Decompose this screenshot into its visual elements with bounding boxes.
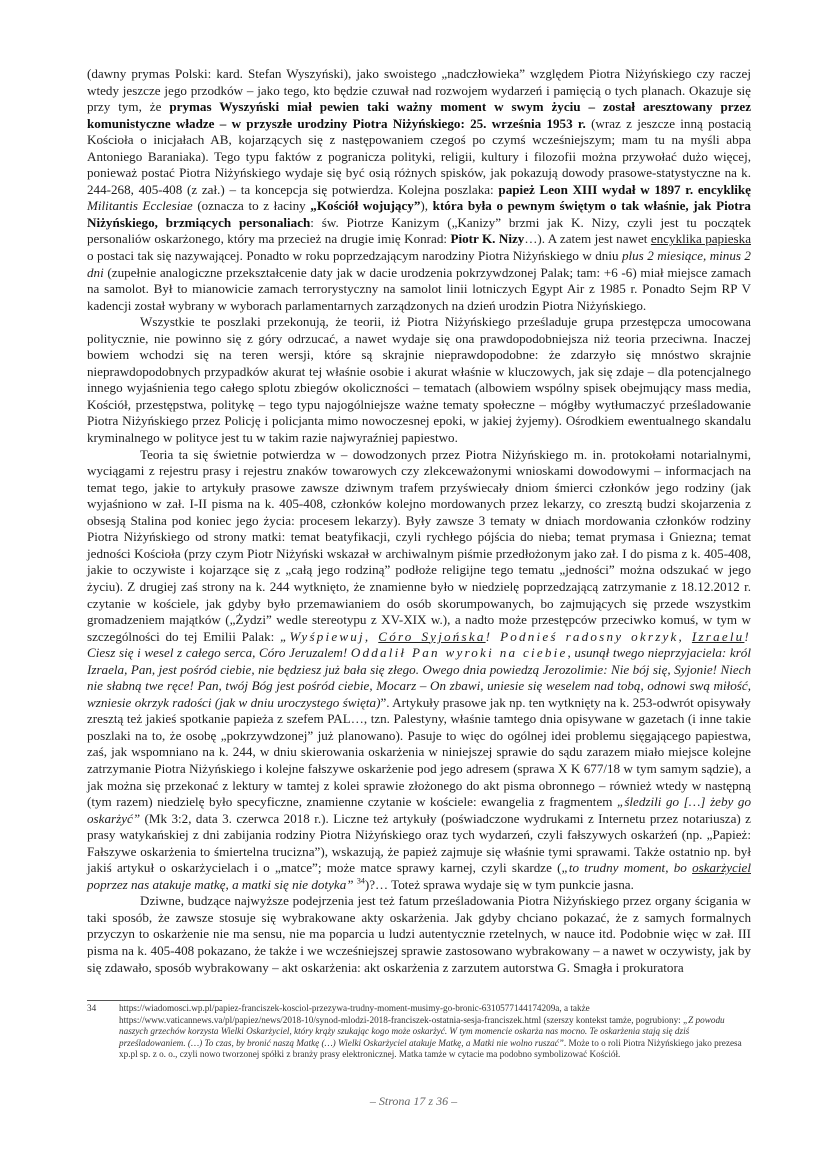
text-run: , usunął twego nieprzyjaciela: król Izraela, Pan, jest pośród ciebie, nie będziesz już bała się złego. Owego dnia powiedzą Jerozolimie: Nie bój się, Syjonie! Niech nie słabną twe ręce! Pan, twój Bóg jest pośród ciebie, Mocarz – On zbawi, uniesie się weselem nad tobą, odnowi swą miłość, wzniesie okrzyk radości (jak w dniu uroczystego święta) — [87, 645, 751, 710]
text-run: (dawny prymas Polski: kard. Stefan Wyszyński), jako swoistego „nadczłowieka” względem Piotra Niżyńskiego czy raczej wtedy jeszcze jego przodków – jako tego, kto będzie czuwał nad rozwojem wydarzeń i pamięcią o tych planach. Okazuje się przy tym, że — [87, 66, 751, 115]
text-run: oskarżyciel — [692, 860, 751, 876]
text-run: Piotr K. Nizy — [450, 231, 525, 247]
text-run: ), — [420, 198, 433, 214]
text-run: „śledzili go […] żeby go oskarżyć” — [87, 794, 751, 826]
text-run: (Mk 3:2, data 3. czerwca 2018 r.). Liczne też artykuły (poświadczone wydrukami z Internetu przez notariusza) z prasy watykańskiej z dni zabijania rodziny Piotra Niżyńskiego oraz tych wydarzeń, czyli fałszywych oskarżeń (np. „Papież: Fałszywe oskarżenia to śmiertelna trucizna”), wskazują, że papież zajmuje się właśnie tymi sprawami. Także ostatnio np. był jakiś artykuł o oskarżycielach i o „matce”; może matce sprawy karnej, czyli skardze ( — [87, 810, 751, 876]
text-run: Teoria ta się świetnie potwierdza w – dowodzonych przez Piotra Niżyńskiego m. in. protokołami notarialnymi, wyciągami z rejestru prasy i rejestru znaków towarowych czy zlekceważonymi wnioskami dowodowymi – informacjach na temat tego, jakie to artykuły prasowe zawsze dziwnym trafem przyświecały dniom śmierci członków jego rodziny (jak wyjaśniono w zał. I-II pisma na k. 405-408, członków kolejno mordowanych przez lekarzy, co zresztą budzi skojarzenia z obsesją Stalina pod koniec jego życia: procesem lekarzy). Były zawsze 3 tematy w dniach mordowania członków rodziny Piotra Niżyńskiego od strony matki: temat beatyfikacji, czyli rychłego pójścia do nieba; temat prymasa i Gniezna; temat jedności Kościoła (przy czym Piotr Niżyński wskazał w archiwalnym piśmie przedłożonym jako zał. I do pisma z k. 405-408, jakie to oczywiste i kojarzące się z „całą jego rodziną” podłoże religijne tego tematu „jedności” można odszukać w jego życiu). Z drugiej zaś strony na k. 244 wytknięto, że znamienne było w niedzielę poprzedzającą zatrzymanie z 18.12.2012 r. czytanie w kościele, jak gdyby było przemawianiem do osób skorumpowanych, bo zajmujących się przede wszystkim gromadzeniem majątków („Żydzi” wedle stereotypu z XV-XIX w.), a nadto może przestępców przeciwko komuś, w tym w szczególności do tej Emilii Palak: — [87, 446, 751, 644]
text-run: : św. Piotrze Kanizym („Kanizy” brzmi jak K. Nizy, czyli jest tu początek personaliów oskarżonego, który ma przecież na drugie imię Konrad: — [87, 214, 751, 247]
text-run: (wraz z jeszcze inną postacią Kościoła o inicjałach AB, kojarzących się z następowaniem czegoś po czymś wcześniejszym; mam tu na myśli abpa Antoniego Baraniaka). Tego typu faktów z pogranicza polityki, religii, kultury i filozofii można przywołać dużo więcej, ponieważ postać Piotra Niżyńskiego wydaje się być osią różnych spisków, jak pokazują dowody prasowe-statystyczne na k. 244-268, 405-408 (z zał.) – ta koncepcja się potwierdza. Kolejna poszlaka: — [87, 115, 752, 197]
text-run: która była o pewnym świętym o tak właśnie, jak Piotra Niżyńskiego, brzmiących personaliach — [87, 198, 751, 230]
paragraph — [87, 314, 751, 446]
text-run: o postaci tak się nazywającej. Ponadto w roku poprzedzającym narodziny Piotra Niżyńskiego w dniu — [87, 248, 622, 264]
page-number-footer: – Strona 17 z 36 – — [369, 1094, 458, 1108]
text-run: Militantis Ecclesiae — [87, 198, 193, 214]
text-run: Córo Syjońska — [378, 628, 486, 644]
text-run: . Może to o roli Piotra Niżyńskiego jako prezesa xp.pl sp. z o. o., czyli nowo tworzonej spółki z branży prasy elektronicznej. Matka tamże w cytacie ma podobno symbolizować Kościół. — [119, 1037, 742, 1059]
text-run: Dziwne, budzące najwyższe podejrzenia jest też fatum prześladowania Piotra Niżyńskiego przez organy ścigania w taki sposób, że zawsze stosuje się wybrakowane akty oskarżenia. Jak gdyby chciano pokazać, że z samych formalnych przyczyn to oskarżenie nie ma sensu, nie ma poparcia u ludzi autentycznie rzetelnych, w nauce itd. Podobnie więc w zał. III pisma na k. 405-408 pokazano, że także i we wcześniejszej sprawie zastosowano wybrakowany – a nawet w oczywisty, jak by się zdawało, sposób wybrakowany – akt oskarżenia: akt oskarżenia z zarzutem autorstwa G. Smagła i prokuratora — [87, 893, 751, 975]
text-run: ! Podnieś radosny okrzyk, — [485, 628, 692, 644]
text-run: https://wiadomosci.wp.pl/papiez-franciszek-kosciol-przezywa-trudny-moment-musimy-go-bronic-6310577144174209a, a także https://www.vaticannews.va/pl/papiez/news/2018-10/synod-mlodzi-2018-franciszek-ostatnia-sesja-franciszek.html (szerszy kontekst tamże, pogrubiony: — [119, 1003, 684, 1025]
text-run: poprzez nas atakuje matkę, a matki się nie dotyka” — [87, 876, 354, 892]
paragraph — [87, 447, 751, 894]
footnote-number: 34 — [87, 1003, 97, 1013]
text-run: …). A zatem jest nawet — [524, 231, 651, 247]
text-run: ”. Artykuły prasowe jak np. ten wytknięty na k. 253-odwrót opisywały zresztą też jakieś spotkanie papieża z szefem PAL…, tzn. Palestyny, właśnie tamtego dnia opisywane w gazetach (i inne takie poszlaki na to, że osobę „pokrzywdzonej” już planowano). Pasuje to więc do ogólnej idei problemu sięgającego papiestwa, zaś, jak wspomniano na k. 244, w dniu skierowania oskarżenia w niniejszej sprawie do sądu zarazem miało miejsce kolejne zatrzymanie Piotra Niżyńskiego i kolejne fałszywe oskarżenie pod jego adresem (sprawa X K 677/18 w tym samym sądzie), a jak można się przekonać z lektury w tamtej z kolei sprawie złożonego do akt pisma obronnego – również wtedy w następną (tym razem) niedzielę było specyficzne, znamienne czytanie w kościele: ewangelia z fragmentem — [87, 694, 751, 810]
text-run: „Wyśpiewuj, — [280, 628, 379, 644]
text-run: (oznacza to z łaciny — [192, 198, 311, 214]
text-run: (zupełnie analogiczne przekształcenie daty jak w dacie urodzenia pokrzywdzonej Palak; tam: +6 -6) miał miejsce zamach na samolot. Był to mianowicie zamach terrorystyczny na samolot linii lotniczych Egypt Air z 1985 r. Ponadto Sejm RP V kadencji został wybrany w wyborach parlamentarnych zarządzonych na dzień urodzin Piotra Niżyńskiego. — [87, 264, 751, 313]
paragraph — [87, 893, 751, 976]
text-run: „Kościół wojujący” — [310, 198, 421, 214]
document-body — [87, 66, 751, 976]
underlined-text: encyklika papieska — [650, 231, 752, 247]
text-run: „Z powodu naszych grzechów korzysta Wielki Oskarżyciel, który krąży szukając kogo może oskarżyć. W tym momencie oskarża nas mocno. Te oskarżenia stają się dziś prześladowaniem. (…) To czas, by bronić naszą Matkę (…) Wielki Oskarżyciel atakuje Matkę, a Matki nie wolno ruszać” — [119, 1014, 725, 1048]
text-run: plus 2 miesiące, minus 2 dni — [87, 248, 751, 280]
text-run: )?… Toteż sprawa wydaje się w tym punkcie jasna. — [364, 876, 634, 892]
text-run: Ciesz się i wesel z całego serca, Córo Jeruzalem! — [87, 645, 351, 661]
text-run: papież Leon XIII wydał w 1897 r. encyklikę — [498, 181, 751, 197]
text-run: „to trudny moment, bo — [561, 860, 693, 876]
footnote-text — [119, 1003, 747, 1061]
text-run: Wszystkie te poszlaki przekonują, że teorii, iż Piotra Niżyńskiego prześladuje grupa przestępcza umocowana politycznie, nie powinno się z góry odrzucać, a nawet wydaje się ona prawdopodobniejsza niż teoria przeciwna. Inaczej bowiem wchodzi się na teren wersji, które są skrajnie nieprawdopodobne: że zdarzyło się mnóstwo skrajnie nieprawdopodobnych przypadków akurat tej właśnie osobie i akurat właśnie w kluczowych, jak się zdaje – dla potencjalnego innego wyjaśnienia tego całego splotu zbiegów okoliczności – tematach (albowiem wspólny spisek obejmujący mass media, Kościół, przestępstwa, politykę – tego typu najogólniejsze ważne tematy społeczne – mógłby wytłumaczyć prześladowanie Piotra Niżyńskiego przez Policję i policjanta mimo nowoczesnej epoki, w jakiej żyjemy). Ośrodkiem ewentualnego skandalu kryminalnego w polityce jest tu w takim razie najwyraźniej papiestwo. — [87, 314, 751, 446]
text-run: Oddalił Pan wyroki na ciebie — [350, 645, 568, 661]
footnote-separator — [87, 1000, 222, 1001]
footnote-34 — [87, 1003, 747, 1061]
text-run: ! — [744, 628, 751, 644]
text-run: prymas Wyszyński miał pewien taki ważny moment w swym życiu – został aresztowany przez komunistyczne władze – w przyszłe urodziny Piotra Niżyńskiego: 25. września 1953 r. — [87, 99, 752, 131]
text-run: Izraelu — [691, 628, 745, 644]
footnote-reference: 34 — [356, 876, 365, 886]
paragraph — [87, 66, 751, 314]
